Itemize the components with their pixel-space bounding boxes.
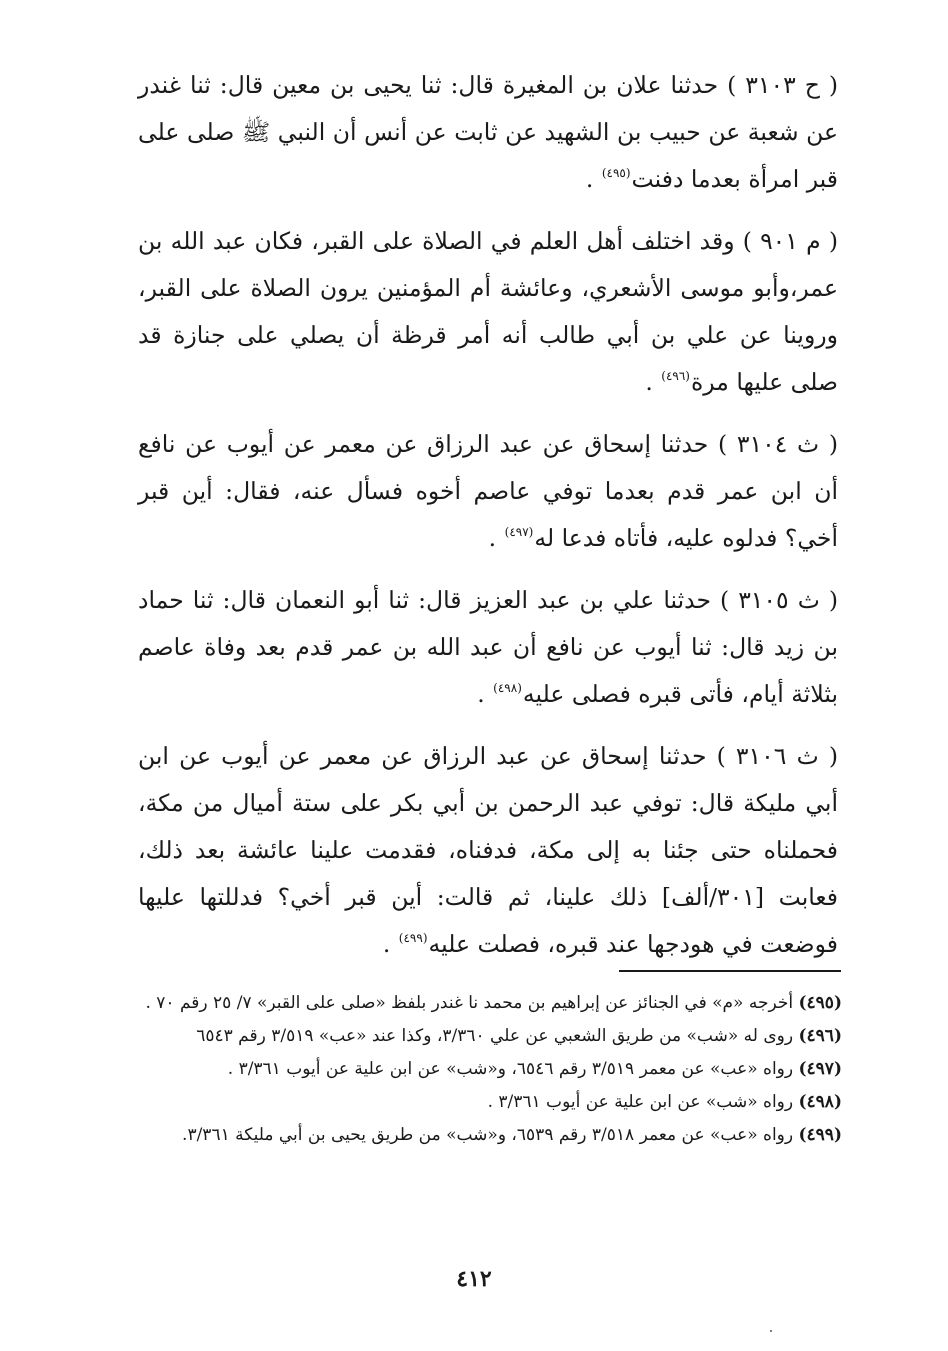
footnote-reference[interactable]: (٤٩٨): [493, 681, 522, 695]
footnote-text: روى له «شب» من طريق الشعبي عن علي ٣/٣٦٠، وكذا عند «عب» ٣/٥١٩ رقم ٦٥٤٣: [196, 1026, 799, 1046]
footnote-reference[interactable]: (٤٩٥): [601, 166, 631, 180]
hadith-text: ( ث ٣١٠٤ ) حدثنا إسحاق عن عبد الرزاق عن معمر عن أيوب عن نافع أن ابن عمر قدم بعدما توفي عاصم أخوه فسأل عنه، فقال: أين قبر أخي؟ فدلوه عليه، فأتاه فدعا له: [138, 430, 839, 552]
footnote-reference[interactable]: (٤٩٧): [504, 525, 534, 539]
footnote: [132, 1054, 842, 1084]
hadith-paragraph: [138, 218, 838, 406]
footnote-text: رواه «عب» عن معمر ٣/٥١٩ رقم ٦٥٤٦، و«شب» عن ابن علية عن أيوب ٣/٣٦١ .: [227, 1059, 799, 1079]
hadith-text: ( ث ٣١٠٦ ) حدثنا إسحاق عن عبد الرزاق عن معمر عن أيوب عن ابن أبي مليكة قال: توفي عبد الرحمن بن أبي بكر على ستة أميال من مكة، فحملناه حتى جئنا به إلى مكة، فدفناه، فقدمت علينا عائشة بعد ذلك، فعابت [٣٠١/ألف] ذلك علينا، ثم قالت: أين قبر أخي؟ فدللتها عليها فوضعت في هودجها عند قبره، فصلت عليه: [138, 742, 838, 958]
footnote-number: (٤٩٧): [798, 1059, 842, 1079]
footnote: [132, 1021, 842, 1051]
hadith-paragraph: [138, 577, 838, 718]
footnote-separator: [619, 970, 841, 972]
hadith-end: .: [645, 368, 661, 396]
hadith-end: .: [585, 165, 601, 193]
hadith-text: ( ث ٣١٠٥ ) حدثنا علي بن عبد العزيز قال: ثنا أبو النعمان قال: ثنا حماد بن زيد قال: ثنا أيوب عن نافع أن عبد الله بن عمر قدم بعد وفاة عاصم بثلاثة أيام، فأتى قبره فصلى عليه: [138, 586, 839, 708]
hadith-end: .: [488, 524, 504, 552]
hadith-end: .: [477, 680, 493, 708]
main-text: [138, 62, 838, 968]
hadith-text: ( ح ٣١٠٣ ) حدثنا علان بن المغيرة قال: ثنا يحيى بن معين قال: ثنا غندر عن شعبة عن حبيب بن الشهيد عن ثابت عن أنس أن النبي ﷺ صلى على قبر امرأة بعدما دفنت: [138, 71, 839, 193]
footnote-reference[interactable]: (٤٩٦): [661, 369, 690, 383]
footnote-number: (٤٩٥): [798, 993, 842, 1013]
footnote-number: (٤٩٦): [798, 1026, 842, 1046]
footnote-reference[interactable]: (٤٩٩): [398, 931, 428, 945]
footnote-text: رواه «شب» عن ابن علية عن أيوب ٣/٣٦١ .: [487, 1092, 799, 1112]
hadith-paragraph: [138, 733, 838, 968]
hadith-text: ( م ٩٠١ ) وقد اختلف أهل العلم في الصلاة على القبر، فكان عبد الله بن عمر،وأبو موسى الأشعري، وعائشة أم المؤمنين يرون الصلاة على القبر، وروينا عن علي بن أبي طالب أنه أمر قرظة أن يصلي على جنازة قد صلى عليها مرة: [138, 227, 838, 396]
footnote: [132, 1087, 842, 1117]
footnotes-section: [132, 988, 842, 1153]
page-number: ٤١٢: [456, 1266, 492, 1292]
footnote-text: أخرجه «م» في الجنائز عن إبراهيم بن محمد نا غندر بلفظ «صلى على القبر» ٧/ ٢٥ رقم ٧٠ .: [145, 993, 799, 1013]
scan-speck: [770, 1330, 772, 1332]
hadith-end: .: [382, 930, 398, 958]
footnote: [132, 988, 842, 1018]
hadith-paragraph: [138, 421, 838, 562]
footnote-number: (٤٩٨): [798, 1092, 842, 1112]
footnote-number: (٤٩٩): [798, 1125, 842, 1145]
hadith-paragraph: [138, 62, 838, 203]
footnote-text: رواه «عب» عن معمر ٣/٥١٨ رقم ٦٥٣٩، و«شب» من طريق يحيى بن أبي مليكة ٣/٣٦١.: [182, 1125, 799, 1145]
footnote: [132, 1120, 842, 1150]
